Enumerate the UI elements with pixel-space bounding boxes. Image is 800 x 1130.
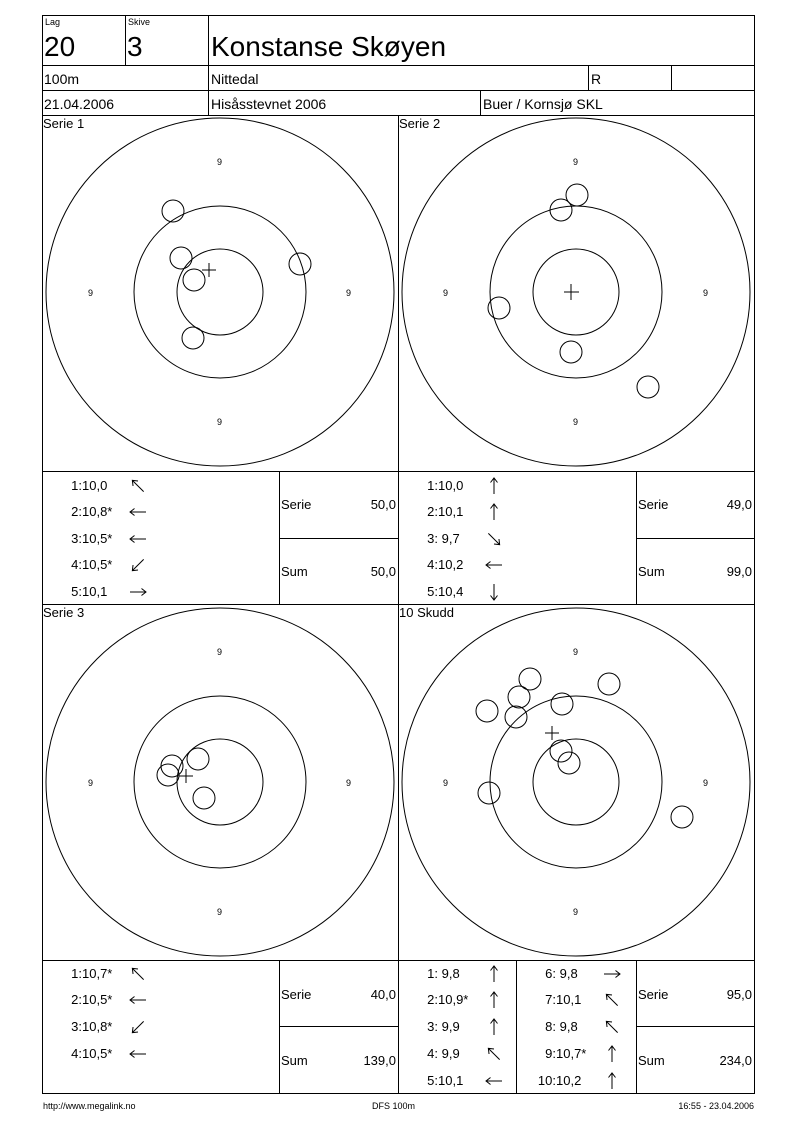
shot-direction-arrow-icon [602, 964, 622, 984]
shot-direction-arrow-icon [602, 1071, 622, 1091]
shot-hole [182, 327, 204, 349]
lag-value: 20 [44, 31, 76, 62]
shot-number: 3: [427, 1019, 438, 1034]
shot-hole [476, 700, 498, 722]
shot-value: 9,8 [556, 966, 578, 981]
shot-value: 9,9 [438, 1046, 460, 1061]
ring-label: 9 [346, 288, 352, 298]
shot-direction-arrow-icon [128, 582, 148, 602]
shot-hole [193, 787, 215, 809]
panel-title: Serie 3 [43, 605, 85, 620]
shot-direction-arrow-icon [128, 1044, 148, 1064]
shot-number: 1: [71, 966, 82, 981]
ring-label: 9 [217, 907, 223, 917]
shot-number: 4: [427, 1046, 438, 1061]
ring-label: 9 [573, 157, 579, 167]
shot-direction-arrow-icon [484, 1071, 504, 1091]
shot-value: 10,0 [82, 478, 108, 493]
club: Nittedal [211, 71, 259, 87]
shot-number: 1: [71, 478, 82, 493]
shot-hole [598, 673, 620, 695]
skive-label: Skive [128, 17, 151, 27]
shot-value: 10,5* [82, 531, 113, 546]
shot-number: 3: [427, 531, 438, 546]
shot-direction-arrow-icon [484, 502, 504, 522]
shot-direction-arrow-icon [602, 1044, 622, 1064]
shot-hole [671, 806, 693, 828]
sum-value: 234,0 [719, 1053, 752, 1068]
event: Hisåsstevnet 2006 [211, 96, 327, 112]
shot-number: 7: [545, 992, 556, 1007]
shot-value: 10,5* [82, 1046, 113, 1061]
shot-number: 8: [545, 1019, 556, 1034]
ring-label: 9 [573, 907, 579, 917]
shot-value: 10,1 [556, 992, 582, 1007]
shot-number: 2: [71, 992, 82, 1007]
ring-label: 9 [573, 647, 579, 657]
shot-number: 2: [71, 504, 82, 519]
shot-hole [183, 269, 205, 291]
shot-number: 9: [545, 1046, 556, 1061]
target-serie-1 [46, 118, 394, 466]
shot-hole [560, 341, 582, 363]
shot-hole [505, 706, 527, 728]
ring-label: 9 [217, 417, 223, 427]
sum-value: 139,0 [363, 1053, 396, 1068]
shot-hole [289, 253, 311, 275]
shot-hole [550, 199, 572, 221]
class: R [591, 71, 602, 87]
shot-number: 10: [537, 1073, 556, 1088]
skive-value: 3 [127, 31, 143, 62]
shot-direction-arrow-icon [128, 529, 148, 549]
footer-url: http://www.megalink.no [43, 1101, 136, 1111]
shot-value: 10,2 [438, 557, 464, 572]
shot-value: 10,7* [82, 966, 113, 981]
shot-direction-arrow-icon [128, 964, 148, 984]
ring-label: 9 [88, 778, 94, 788]
date: 21.04.2006 [44, 96, 115, 112]
shot-number: 1: [427, 966, 438, 981]
shot-direction-arrow-icon [484, 990, 504, 1010]
ring-label: 9 [217, 647, 223, 657]
shot-number: 3: [71, 1019, 82, 1034]
shot-value: 9,9 [438, 1019, 460, 1034]
shot-direction-arrow-icon [484, 1044, 504, 1064]
shot-hole [187, 748, 209, 770]
shot-value: 10,1 [82, 584, 108, 599]
shot-direction-arrow-icon [602, 1017, 622, 1037]
shot-direction-arrow-icon [484, 964, 504, 984]
shooter-name: Konstanse Skøyen [211, 31, 447, 62]
shot-hole [157, 764, 179, 786]
target-10-skudd [402, 608, 750, 956]
ring-label: 9 [443, 288, 449, 298]
shot-hole [558, 752, 580, 774]
sum-value: 99,0 [726, 564, 752, 579]
location: Buer / Kornsjø SKL [483, 96, 603, 112]
shot-number: 4: [427, 557, 438, 572]
shot-number: 4: [71, 1046, 82, 1061]
distance: 100m [44, 71, 80, 87]
shot-number: 6: [545, 966, 556, 981]
serie-label: Serie [638, 987, 669, 1002]
shot-value: 10,7* [556, 1046, 587, 1061]
shot-direction-arrow-icon [484, 476, 504, 496]
shot-direction-arrow-icon [484, 1017, 504, 1037]
shot-value: 10,0 [438, 478, 464, 493]
sum-label: Sum [638, 1053, 665, 1068]
ring-label: 9 [703, 288, 709, 298]
serie-label: Serie [281, 987, 312, 1002]
shot-direction-arrow-icon [128, 555, 148, 575]
serie-label: Serie [281, 497, 312, 512]
shot-direction-arrow-icon [484, 555, 504, 575]
shot-hole [550, 740, 572, 762]
shot-direction-arrow-icon [602, 990, 622, 1010]
shot-value: 10,8* [82, 504, 113, 519]
footer-timestamp: 16:55 - 23.04.2006 [678, 1101, 754, 1111]
shot-direction-arrow-icon [128, 1017, 148, 1037]
shot-number: 5: [427, 1073, 438, 1088]
shot-number: 5: [427, 584, 438, 599]
shot-hole [551, 693, 573, 715]
ring-label: 9 [217, 157, 223, 167]
sum-value: 50,0 [370, 564, 396, 579]
ring-label: 9 [573, 417, 579, 427]
target-serie-2 [402, 118, 750, 466]
sum-label: Sum [281, 564, 308, 579]
shot-value: 10,1 [438, 1073, 464, 1088]
shot-number: 3: [71, 531, 82, 546]
shot-value: 10,1 [438, 504, 464, 519]
shot-value: 10,2 [556, 1073, 582, 1088]
shot-direction-arrow-icon [128, 990, 148, 1010]
shot-number: 2: [427, 504, 438, 519]
sum-label: Sum [638, 564, 665, 579]
ring-label: 9 [88, 288, 94, 298]
shot-value: 9,8 [556, 1019, 578, 1034]
shot-hole [478, 782, 500, 804]
serie-value: 95,0 [726, 987, 752, 1002]
shot-direction-arrow-icon [484, 529, 504, 549]
target-serie-3 [46, 608, 394, 956]
shot-hole [508, 686, 530, 708]
shot-hole [162, 200, 184, 222]
shot-value: 10,5* [82, 557, 113, 572]
panel-title: Serie 2 [399, 116, 441, 131]
shot-value: 10,9* [438, 992, 469, 1007]
shot-direction-arrow-icon [128, 476, 148, 496]
shot-direction-arrow-icon [484, 582, 504, 602]
shot-value: 10,4 [438, 584, 464, 599]
serie-label: Serie [638, 497, 669, 512]
shot-number: 5: [71, 584, 82, 599]
shot-direction-arrow-icon [128, 502, 148, 522]
serie-value: 50,0 [370, 497, 396, 512]
footer-center: DFS 100m [372, 1101, 416, 1111]
shot-value: 9,8 [438, 966, 460, 981]
shot-value: 10,8* [82, 1019, 113, 1034]
shot-number: 2: [427, 992, 438, 1007]
lag-label: Lag [45, 17, 61, 27]
shot-number: 4: [71, 557, 82, 572]
shot-hole [637, 376, 659, 398]
panel-title: Serie 1 [43, 116, 85, 131]
shot-hole [170, 247, 192, 269]
panel-title: 10 Skudd [399, 605, 454, 620]
serie-value: 49,0 [726, 497, 752, 512]
ring-label: 9 [703, 778, 709, 788]
ring-label: 9 [443, 778, 449, 788]
shot-value: 9,7 [438, 531, 460, 546]
serie-value: 40,0 [370, 987, 396, 1002]
shot-value: 10,5* [82, 992, 113, 1007]
shot-number: 1: [427, 478, 438, 493]
sum-label: Sum [281, 1053, 308, 1068]
ring-label: 9 [346, 778, 352, 788]
